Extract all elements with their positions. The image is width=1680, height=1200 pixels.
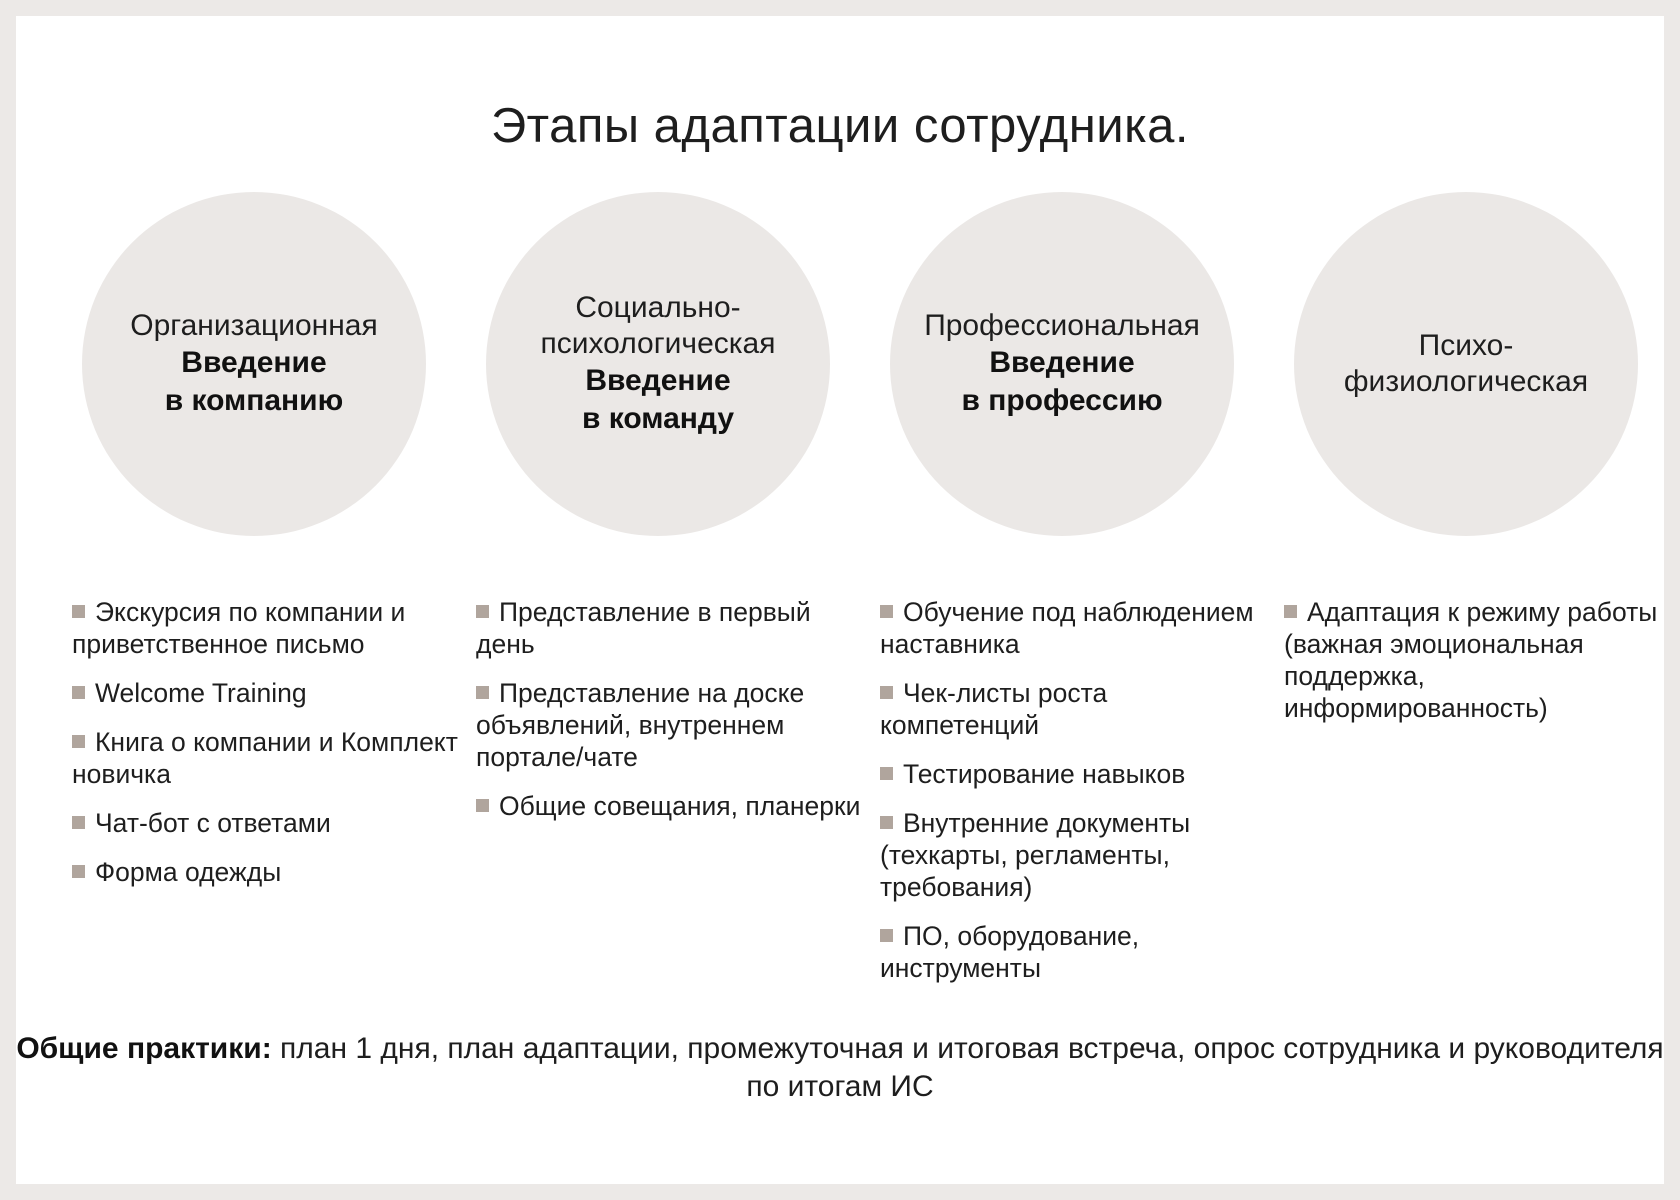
list-item-text: Чат-бот с ответами [95, 808, 331, 838]
stage-circle [890, 192, 1234, 536]
list-item [476, 677, 866, 773]
diagram-title: Этапы адаптации сотрудника. [490, 99, 1190, 153]
square-bullet-icon [880, 605, 893, 618]
list-item-text: Тестирование навыков [903, 759, 1186, 789]
list-item-text: Представление в первый день [476, 597, 811, 659]
square-bullet-icon [880, 929, 893, 942]
list-item-text: Общие совещания, планерки [499, 791, 861, 821]
stage-psychophysiological [1276, 192, 1680, 723]
square-bullet-icon [476, 605, 489, 618]
list-item [880, 920, 1270, 984]
stage-organizational [64, 192, 468, 887]
list-item-text: Чек-листы роста компетенций [880, 678, 1108, 740]
square-bullet-icon [72, 605, 85, 618]
square-bullet-icon [72, 816, 85, 829]
list-item [72, 856, 462, 888]
list-item [72, 677, 462, 709]
stage-items [1284, 596, 1674, 741]
list-item [72, 807, 462, 839]
list-item [476, 790, 866, 822]
stage-items [72, 596, 462, 905]
list-item [880, 677, 1270, 741]
stage-circle [82, 192, 426, 536]
stage-items [880, 596, 1270, 1001]
list-item-text: Форма одежды [95, 857, 282, 887]
stage-socio-psychological [468, 192, 872, 821]
list-item-text: Обучение под наблюдением наставника [880, 597, 1254, 659]
list-item [72, 726, 462, 790]
list-item-text: Представление на доске объявлений, внутреннем портале/чате [476, 678, 805, 772]
square-bullet-icon [72, 735, 85, 748]
list-item [72, 596, 462, 660]
diagram-card [16, 16, 1664, 1184]
square-bullet-icon [476, 799, 489, 812]
square-bullet-icon [476, 686, 489, 699]
list-item-text: Адаптация к режиму работы (важная эмоциональная поддержка, информированность) [1284, 597, 1658, 723]
list-item [1284, 596, 1674, 724]
stage-items [476, 596, 866, 839]
list-item-text: Welcome Training [95, 678, 307, 708]
stage-type: Психо- физиологическая [1343, 329, 1589, 398]
list-item [880, 758, 1270, 790]
list-item-text: Внутренние документы (техкарты, регламенты, требования) [880, 808, 1191, 902]
stage-professional [872, 192, 1276, 983]
list-item [880, 596, 1270, 660]
stage-type: Профессиональная [924, 309, 1200, 342]
list-item-text: Книга о компании и Комплект новичка [72, 727, 458, 789]
stage-type: Организационная [130, 309, 378, 342]
square-bullet-icon [72, 686, 85, 699]
common-practices [16, 1030, 1664, 1106]
list-item-text: Экскурсия по компании и приветственное письмо [72, 597, 406, 659]
common-practices-text: план 1 дня, план адаптации, промежуточная и итоговая встреча, опрос сотрудника и руководителя по итогам ИС [280, 1032, 1664, 1103]
square-bullet-icon [880, 816, 893, 829]
stage-circle [1294, 192, 1638, 536]
list-item [476, 596, 866, 660]
stage-circle [486, 192, 830, 536]
square-bullet-icon [880, 767, 893, 780]
stage-focus: Введение в профессию [961, 346, 1163, 417]
common-practices-label: Общие практики: [16, 1032, 272, 1065]
list-item [880, 807, 1270, 903]
stage-focus: Введение в компанию [164, 346, 344, 417]
stage-type: Социально- психологическая [540, 291, 776, 360]
square-bullet-icon [880, 686, 893, 699]
square-bullet-icon [72, 865, 85, 878]
stage-focus: Введение в команду [581, 364, 735, 435]
square-bullet-icon [1284, 605, 1297, 618]
list-item-text: ПО, оборудование, инструменты [880, 921, 1140, 983]
